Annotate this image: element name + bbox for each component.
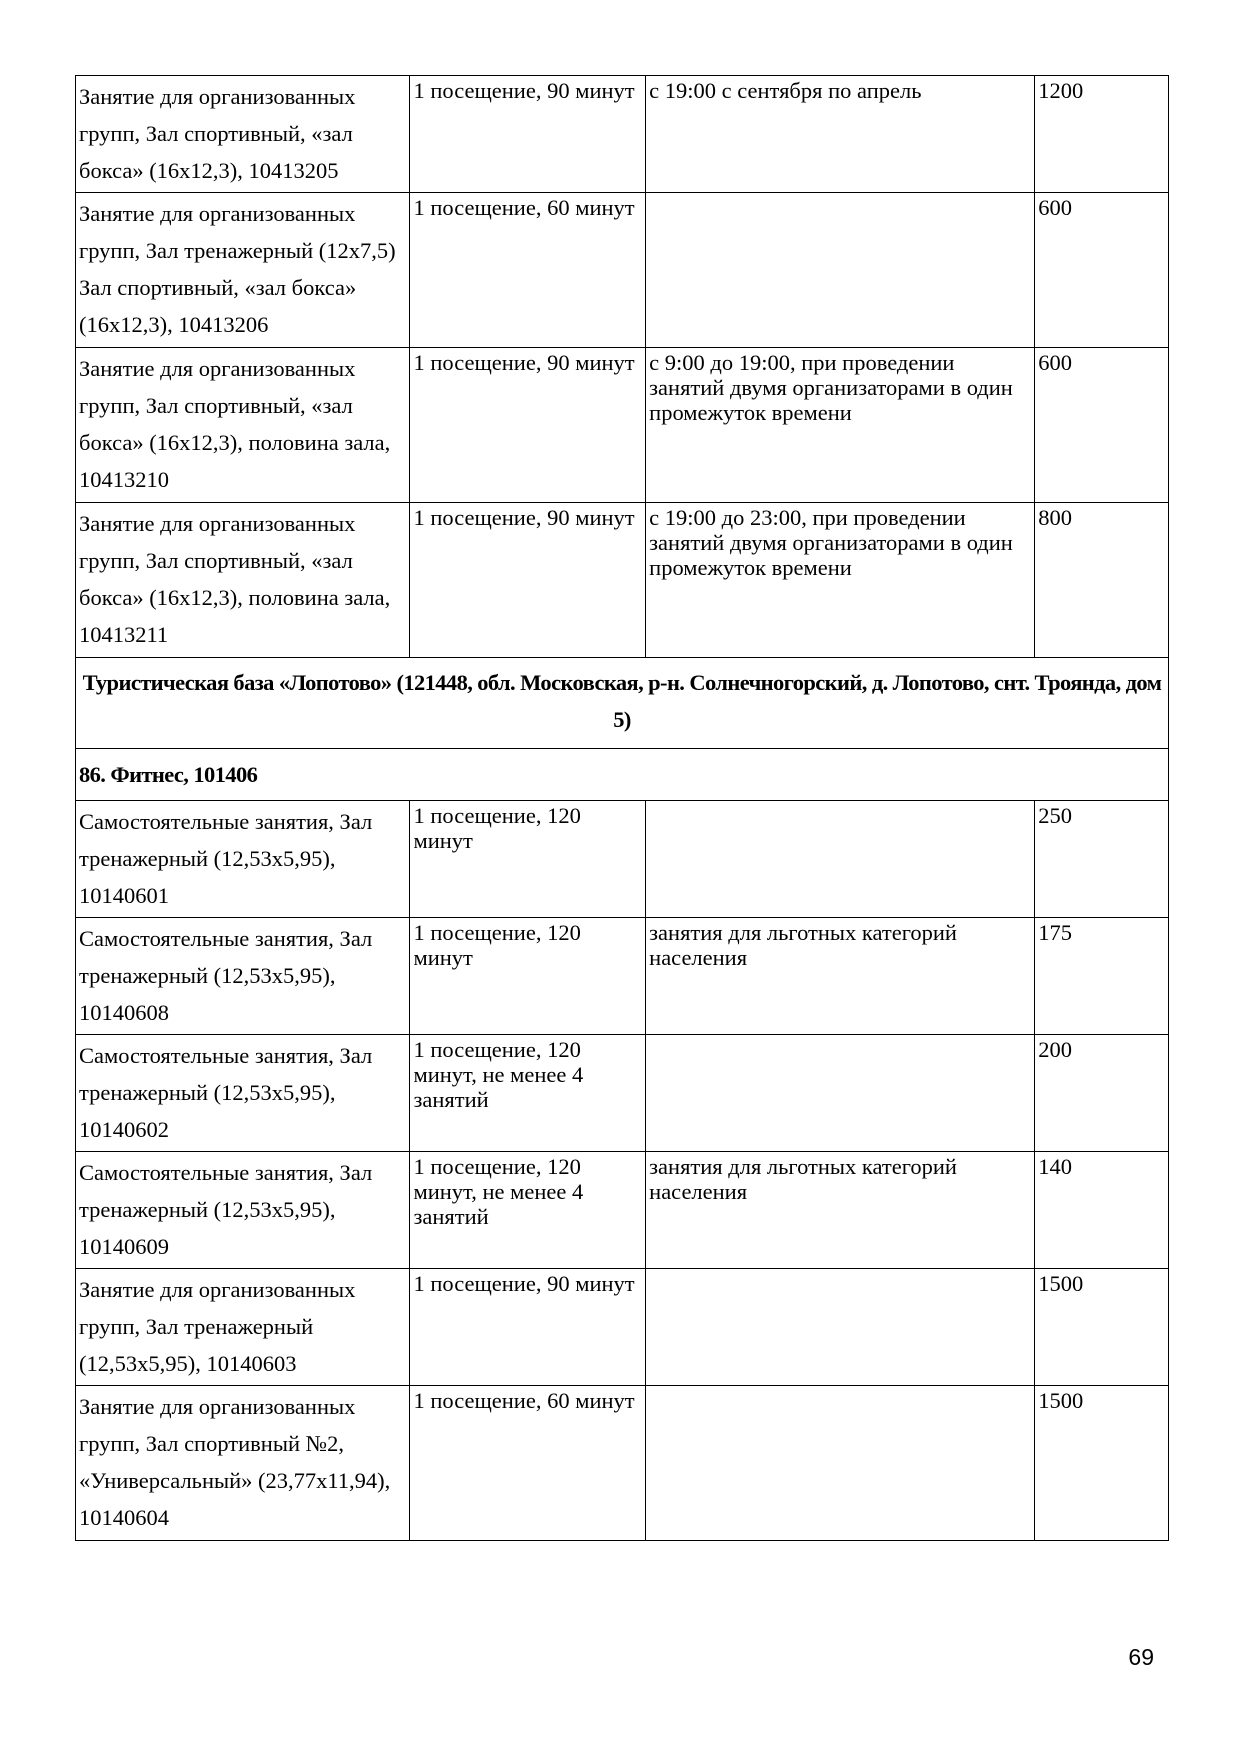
- price-cell: 140: [1035, 1152, 1169, 1269]
- service-cell: Самостоятельные занятия, Зал тренажерный (12,53х5,95), 10140601: [76, 801, 410, 918]
- table-row: [76, 193, 1169, 348]
- section-header-row: [76, 658, 1169, 749]
- unit-cell: 1 посещение, 120 минут, не менее 4 занятий: [410, 1152, 646, 1269]
- note-cell: с 19:00 с сентября по апрель: [646, 76, 1035, 193]
- service-cell: Занятие для организованных групп, Зал спортивный №2, «Универсальный» (23,77х11,94), 10140604: [76, 1386, 410, 1541]
- note-cell: с 19:00 до 23:00, при проведении занятий двумя организаторами в один промежуток времени: [646, 503, 1035, 658]
- price-cell: 1200: [1035, 76, 1169, 193]
- unit-cell: 1 посещение, 90 минут: [410, 503, 646, 658]
- service-cell: Занятие для организованных групп, Зал тренажерный (12х7,5) Зал спортивный, «зал бокса» (16х12,3), 10413206: [76, 193, 410, 348]
- subsection-title: 86. Фитнес, 101406: [76, 749, 1169, 801]
- note-cell: [646, 801, 1035, 918]
- table-row: [76, 76, 1169, 193]
- price-cell: 250: [1035, 801, 1169, 918]
- unit-cell: 1 посещение, 90 минут: [410, 76, 646, 193]
- unit-cell: 1 посещение, 90 минут: [410, 348, 646, 503]
- note-cell: [646, 193, 1035, 348]
- table-row: [76, 918, 1169, 1035]
- service-cell: Занятие для организованных групп, Зал тренажерный (12,53х5,95), 10140603: [76, 1269, 410, 1386]
- service-cell: Самостоятельные занятия, Зал тренажерный (12,53х5,95), 10140608: [76, 918, 410, 1035]
- table-row: [76, 1386, 1169, 1541]
- price-cell: 1500: [1035, 1269, 1169, 1386]
- table-row: [76, 1035, 1169, 1152]
- note-cell: с 9:00 до 19:00, при проведении занятий двумя организаторами в один промежуток времени: [646, 348, 1035, 503]
- price-cell: 600: [1035, 348, 1169, 503]
- table-row: [76, 348, 1169, 503]
- unit-cell: 1 посещение, 120 минут: [410, 918, 646, 1035]
- table-row: [76, 1152, 1169, 1269]
- unit-cell: 1 посещение, 120 минут, не менее 4 занятий: [410, 1035, 646, 1152]
- price-cell: 800: [1035, 503, 1169, 658]
- table-row: [76, 801, 1169, 918]
- table-row: [76, 1269, 1169, 1386]
- note-cell: занятия для льготных категорий населения: [646, 918, 1035, 1035]
- note-cell: занятия для льготных категорий населения: [646, 1152, 1035, 1269]
- price-cell: 200: [1035, 1035, 1169, 1152]
- note-cell: [646, 1269, 1035, 1386]
- note-cell: [646, 1035, 1035, 1152]
- service-cell: Занятие для организованных групп, Зал спортивный, «зал бокса» (16х12,3), половина зала, 10413210: [76, 348, 410, 503]
- service-cell: Занятие для организованных групп, Зал спортивный, «зал бокса» (16х12,3), половина зала, 10413211: [76, 503, 410, 658]
- price-cell: 600: [1035, 193, 1169, 348]
- price-cell: 1500: [1035, 1386, 1169, 1541]
- service-cell: Самостоятельные занятия, Зал тренажерный (12,53х5,95), 10140602: [76, 1035, 410, 1152]
- unit-cell: 1 посещение, 60 минут: [410, 193, 646, 348]
- unit-cell: 1 посещение, 120 минут: [410, 801, 646, 918]
- price-table: [75, 75, 1169, 1541]
- subsection-header-row: [76, 749, 1169, 801]
- note-cell: [646, 1386, 1035, 1541]
- section-title: Туристическая база «Лопотово» (121448, обл. Московская, р-н. Солнечногорский, д. Лопотово, снт. Троянда, дом 5): [76, 658, 1169, 749]
- unit-cell: 1 посещение, 90 минут: [410, 1269, 646, 1386]
- service-cell: Самостоятельные занятия, Зал тренажерный (12,53х5,95), 10140609: [76, 1152, 410, 1269]
- service-cell: Занятие для организованных групп, Зал спортивный, «зал бокса» (16х12,3), 10413205: [76, 76, 410, 193]
- table-row: [76, 503, 1169, 658]
- unit-cell: 1 посещение, 60 минут: [410, 1386, 646, 1541]
- price-cell: 175: [1035, 918, 1169, 1035]
- page-number: 69: [1128, 1644, 1154, 1670]
